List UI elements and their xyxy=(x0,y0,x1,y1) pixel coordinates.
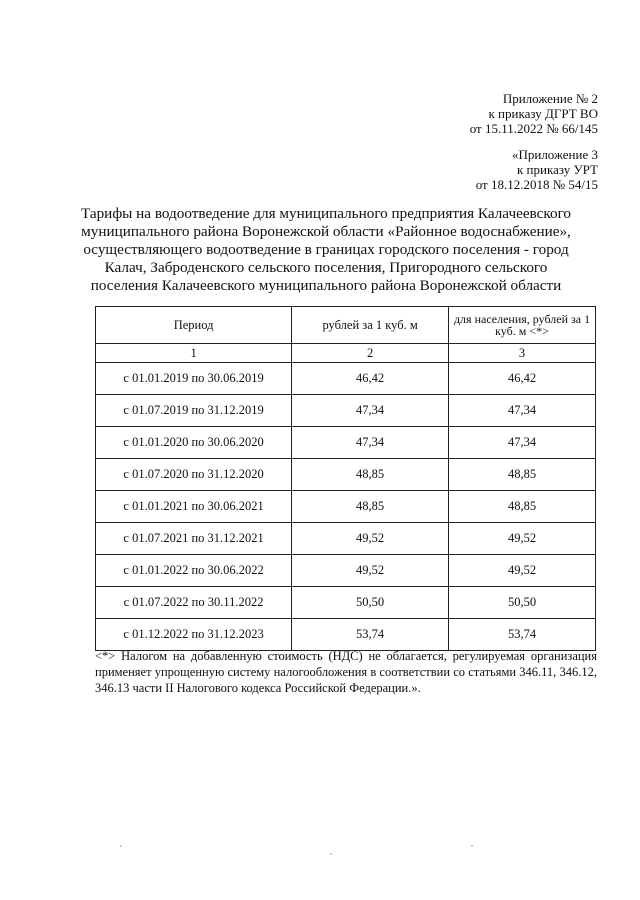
rub-cell: 48,85 xyxy=(292,459,449,491)
table-row xyxy=(96,363,596,395)
rub-cell: 49,52 xyxy=(292,523,449,555)
title-line: Тарифы на водоотведение для муниципального предприятия Калачеевского xyxy=(80,205,572,222)
rub-cell: 49,52 xyxy=(292,555,449,587)
table-row xyxy=(96,587,596,619)
header-period: Период xyxy=(96,307,292,344)
appendix-3-date: от 18.12.2018 № 54/15 xyxy=(475,177,598,192)
table-row xyxy=(96,395,596,427)
appendix-2-reference xyxy=(470,91,598,136)
rub-cell: 48,85 xyxy=(292,491,449,523)
title-line: поселения Калачеевского муниципального района Воронежской области xyxy=(90,277,562,294)
population-cell: 46,42 xyxy=(449,363,596,395)
header-population-rub-per-m3: для населения, рублей за 1 куб. м <*> xyxy=(449,307,596,344)
period-cell: с 01.07.2019 по 31.12.2019 xyxy=(96,395,292,427)
table-row xyxy=(96,427,596,459)
appendix-3-title: «Приложение 3 xyxy=(511,147,598,162)
title-line: муниципального района Воронежской области «Районное водоснабжение», xyxy=(81,223,571,240)
title-line: Калач, Заброденского сельского поселения, Пригородного сельского xyxy=(104,259,548,276)
table-header-row xyxy=(96,307,596,344)
rub-cell: 47,34 xyxy=(292,395,449,427)
vat-footnote: <*> Налогом на добавленную стоимость (НДС) не облагается, регулируемая организация применяет упрощенную систему налогообложения в соответствии со статьями 346.11, 346.12, 346.13 части II Налогового кодекса Российской Федерации.». xyxy=(95,649,597,695)
period-cell: с 01.07.2022 по 30.11.2022 xyxy=(96,587,292,619)
tariff-table xyxy=(95,306,596,651)
appendix-3-reference xyxy=(476,147,598,192)
period-cell: с 01.07.2020 по 31.12.2020 xyxy=(96,459,292,491)
population-cell: 48,85 xyxy=(449,491,596,523)
rub-cell: 50,50 xyxy=(292,587,449,619)
period-cell: с 01.01.2022 по 30.06.2022 xyxy=(96,555,292,587)
appendix-2-title: Приложение № 2 xyxy=(502,91,598,106)
appendix-2-date: от 15.11.2022 № 66/145 xyxy=(469,121,598,136)
population-cell: 49,52 xyxy=(449,523,596,555)
column-number: 2 xyxy=(292,344,449,363)
table-row xyxy=(96,619,596,651)
scan-speck xyxy=(330,853,332,855)
rub-cell: 46,42 xyxy=(292,363,449,395)
population-cell: 49,52 xyxy=(449,555,596,587)
header-rub-per-m3: рублей за 1 куб. м xyxy=(292,307,449,344)
table-row xyxy=(96,523,596,555)
period-cell: с 01.01.2021 по 30.06.2021 xyxy=(96,491,292,523)
table-row xyxy=(96,491,596,523)
appendix-2-order: к приказу ДГРТ ВО xyxy=(488,106,598,121)
population-cell: 53,74 xyxy=(449,619,596,651)
period-cell: с 01.01.2019 по 30.06.2019 xyxy=(96,363,292,395)
appendix-3-order: к приказу УРТ xyxy=(516,162,598,177)
period-cell: с 01.01.2020 по 30.06.2020 xyxy=(96,427,292,459)
column-number-row xyxy=(96,344,596,363)
rub-cell: 53,74 xyxy=(292,619,449,651)
column-number: 1 xyxy=(96,344,292,363)
period-cell: с 01.12.2022 по 31.12.2023 xyxy=(96,619,292,651)
document-title xyxy=(60,205,592,295)
period-cell: с 01.07.2021 по 31.12.2021 xyxy=(96,523,292,555)
population-cell: 48,85 xyxy=(449,459,596,491)
title-line: осуществляющего водоотведение в границах городского поселения - город xyxy=(83,241,569,258)
population-cell: 47,34 xyxy=(449,427,596,459)
table-row xyxy=(96,555,596,587)
population-cell: 50,50 xyxy=(449,587,596,619)
population-cell: 47,34 xyxy=(449,395,596,427)
column-number: 3 xyxy=(449,344,596,363)
scan-speck xyxy=(120,845,122,847)
scan-speck xyxy=(471,845,473,847)
rub-cell: 47,34 xyxy=(292,427,449,459)
table-row xyxy=(96,459,596,491)
